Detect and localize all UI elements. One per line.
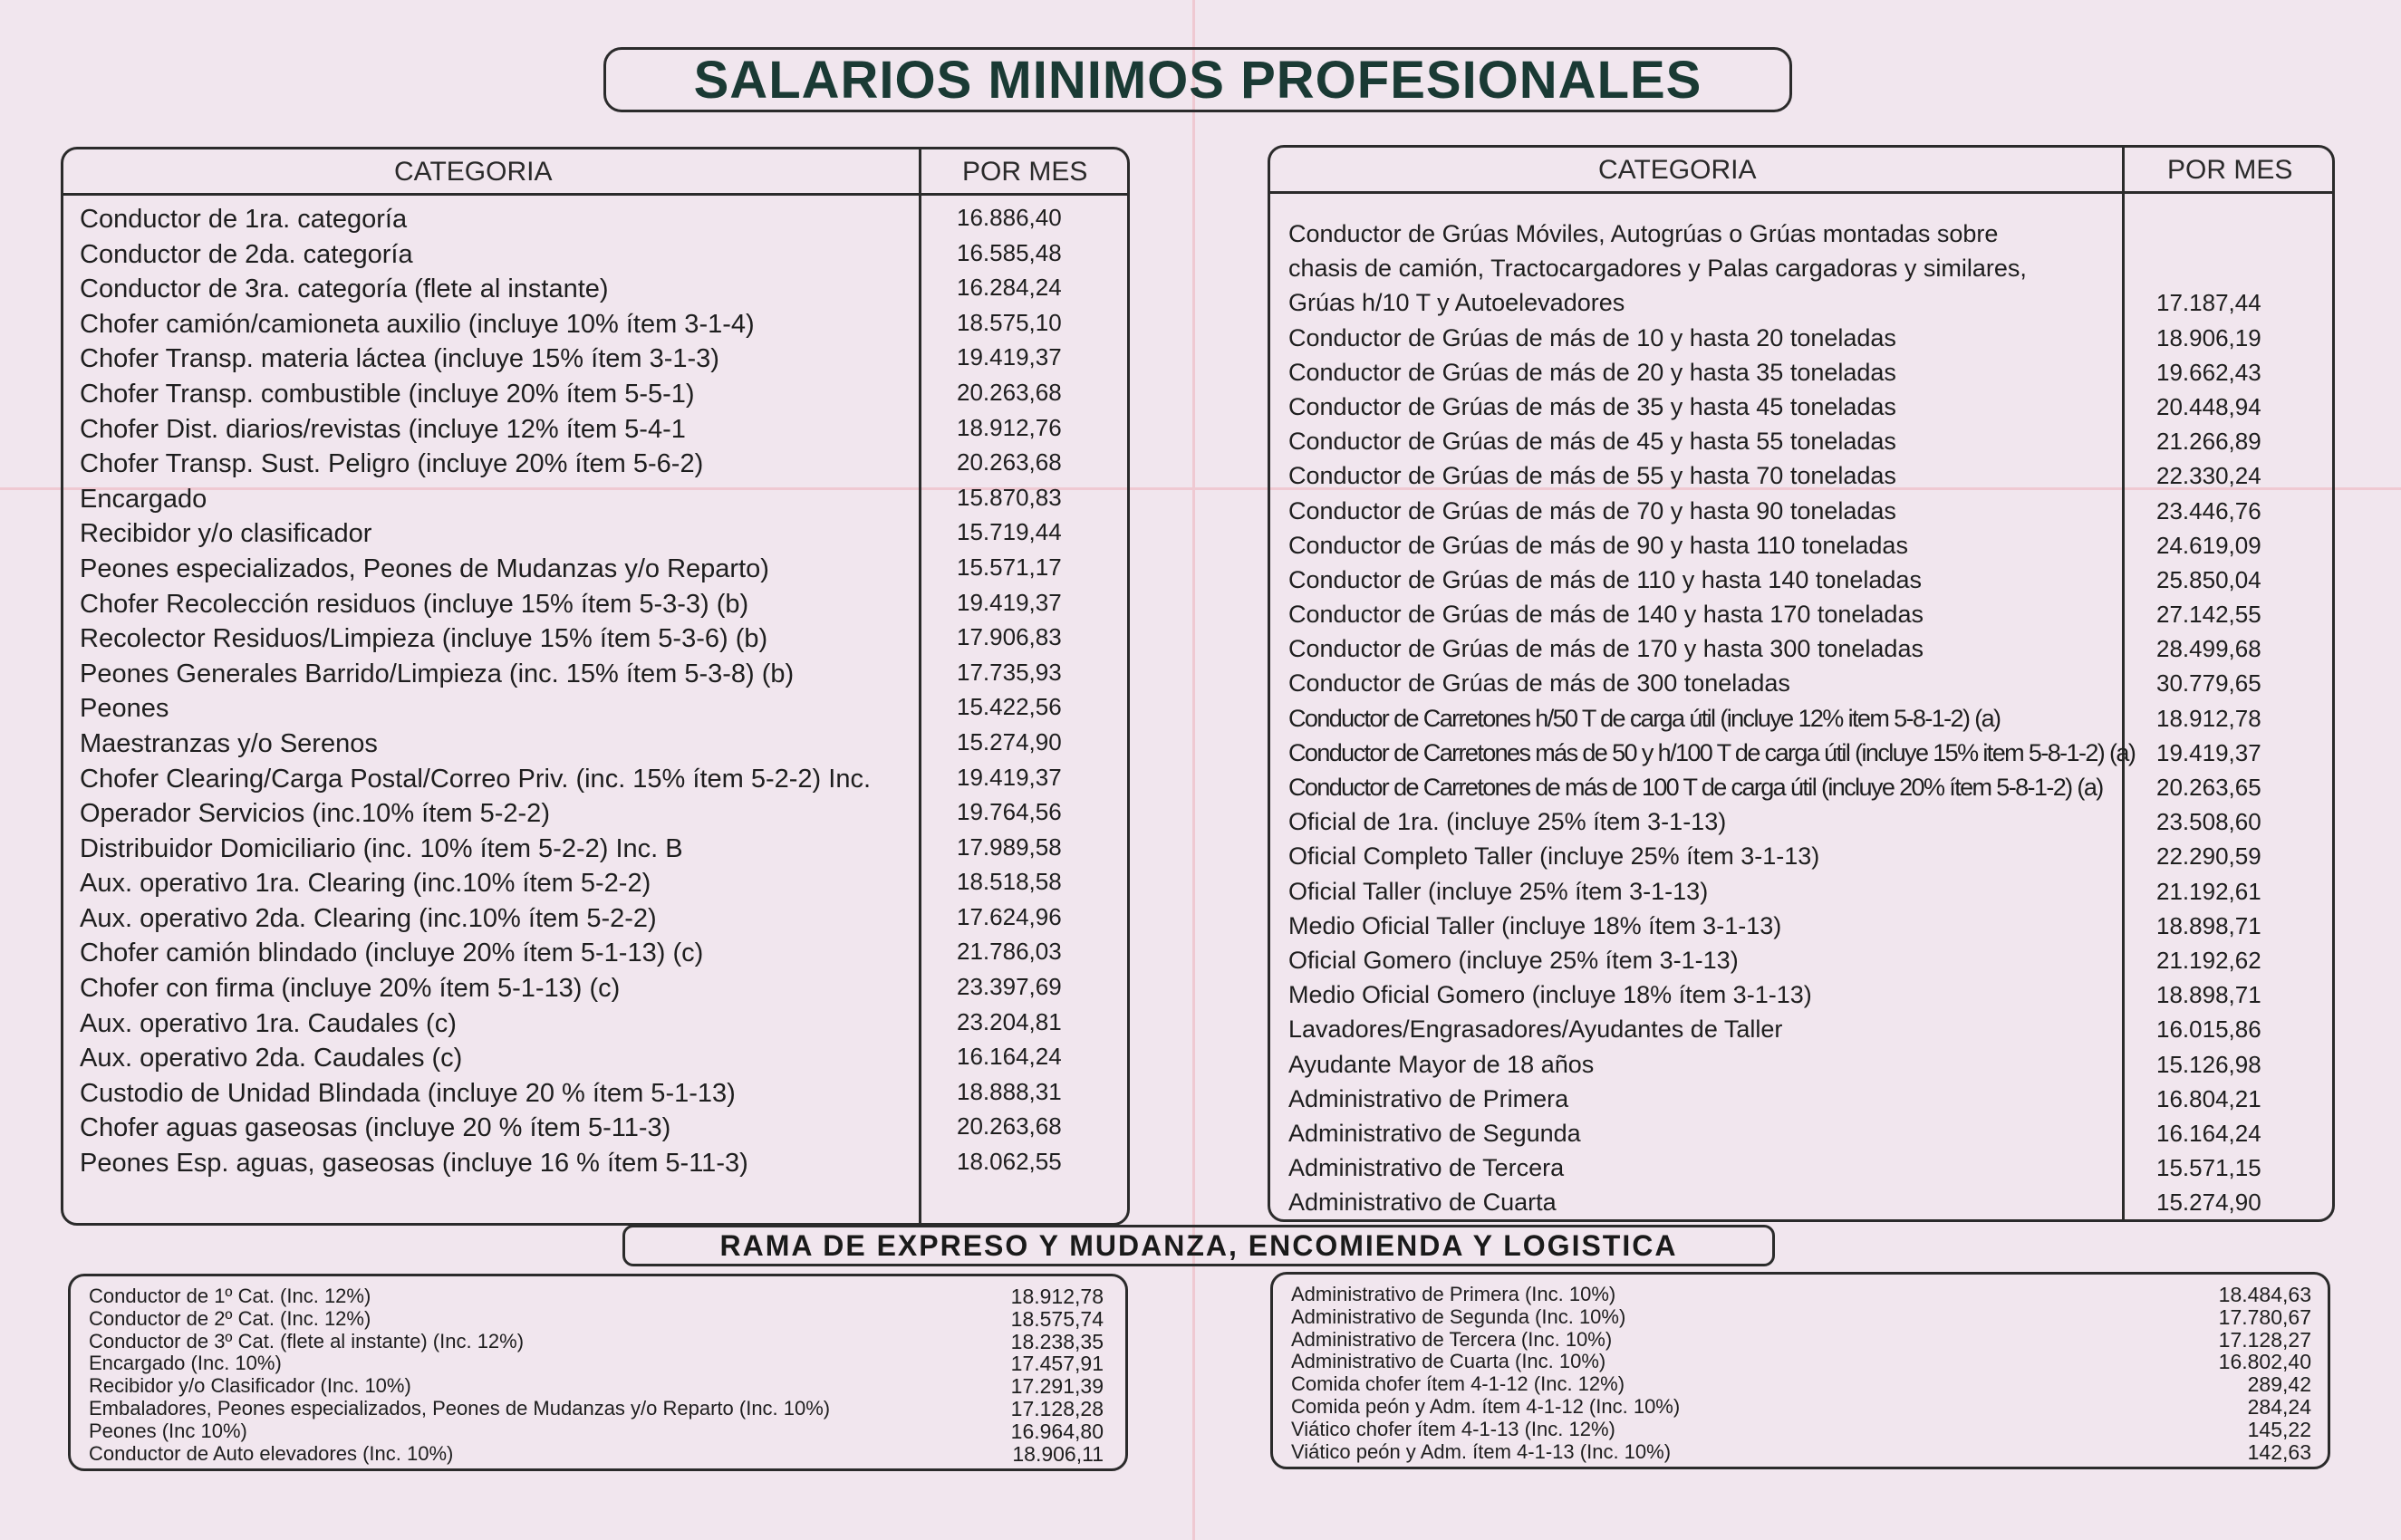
monthly-value-cell: 18.575,10 bbox=[957, 308, 1062, 336]
table-row bbox=[63, 202, 1127, 237]
category-cell: Chofer Recolección residuos (incluye 15% ítem 5-3-3) (b) bbox=[80, 589, 749, 619]
category-cell: Conductor de Carretones más de 50 y h/100 T de carga útil (incluye 15% item 5-8-1-2) (a) bbox=[1288, 738, 2136, 766]
category-cell: Lavadores/Engrasadores/Ayudantes de Taller bbox=[1288, 1015, 1783, 1044]
rama-row bbox=[1273, 1372, 2328, 1397]
monthly-value-cell: 21.266,89 bbox=[2156, 428, 2261, 456]
category-cell: Viático peón y Adm. ítem 4-1-13 (Inc. 10%) bbox=[1291, 1439, 1672, 1463]
category-cell: Peones bbox=[80, 694, 169, 724]
category-cell: Conductor de Grúas de más de 90 y hasta 110 toneladas bbox=[1288, 531, 1908, 559]
rama-row bbox=[1273, 1394, 2328, 1417]
monthly-value-cell: 19.419,37 bbox=[957, 588, 1062, 616]
table-row bbox=[1270, 839, 2332, 873]
fold-line-vertical bbox=[1192, 0, 1195, 1540]
category-cell: Conductor de Carretones de más de 100 T de carga útil (incluye 20% ítem 5-8-1-2) (a) bbox=[1288, 774, 2103, 801]
right-col-month: POR MES bbox=[2167, 155, 2293, 185]
category-cell: Conductor de Grúas de más de 35 y hasta 45 toneladas bbox=[1288, 392, 1896, 420]
category-cell: Oficial de 1ra. (incluye 25% ítem 3-1-13) bbox=[1288, 808, 1727, 836]
monthly-value-cell: 15.870,83 bbox=[957, 483, 1062, 511]
table-row bbox=[1270, 390, 2332, 424]
category-cell: Maestranzas y/o Serenos bbox=[80, 728, 378, 758]
table-row bbox=[63, 1111, 1127, 1146]
monthly-value-cell: 20.263,68 bbox=[957, 448, 1062, 476]
category-cell: Administrativo de Cuarta bbox=[1288, 1189, 1557, 1217]
monthly-value-cell: 19.419,37 bbox=[957, 763, 1062, 791]
monthly-value-cell: 24.619,09 bbox=[2156, 531, 2261, 559]
left-table-header bbox=[63, 149, 1127, 196]
category-cell: Recibidor y/o Clasificador (Inc. 10%) bbox=[89, 1374, 411, 1398]
monthly-value-cell: 289,42 bbox=[2247, 1372, 2311, 1397]
category-cell: Conductor de Grúas de más de 170 y hasta 300 toneladas bbox=[1288, 635, 1924, 663]
left-table-rows bbox=[63, 202, 1127, 1181]
monthly-value-cell: 18.912,76 bbox=[957, 413, 1062, 441]
category-cell: Conductor de Grúas de más de 70 y hasta 90 toneladas bbox=[1288, 496, 1896, 525]
right-table-header bbox=[1270, 148, 2332, 194]
table-row bbox=[63, 552, 1127, 587]
monthly-value-cell: 20.263,68 bbox=[957, 1112, 1062, 1141]
monthly-value-cell: 15.274,90 bbox=[2156, 1189, 2261, 1217]
table-row bbox=[63, 832, 1127, 867]
monthly-value-cell: 16.164,24 bbox=[2156, 1119, 2261, 1147]
page-title: SALARIOS MINIMOS PROFESIONALES bbox=[603, 47, 1792, 112]
table-row bbox=[1270, 736, 2332, 770]
table-row bbox=[63, 1006, 1127, 1042]
category-cell: Administrativo de Tercera bbox=[1288, 1154, 1565, 1182]
table-row bbox=[1270, 1150, 2332, 1185]
left-col-month: POR MES bbox=[962, 157, 1088, 187]
monthly-value-cell: 27.142,55 bbox=[2156, 601, 2261, 629]
monthly-value-cell: 19.419,37 bbox=[2156, 738, 2261, 766]
category-cell: Conductor de Grúas de más de 110 y hasta 140 toneladas bbox=[1288, 565, 1922, 593]
rama-title: RAMA DE EXPRESO Y MUDANZA, ENCOMIENDA Y LOGISTICA bbox=[622, 1225, 1775, 1266]
category-cell: Recolector Residuos/Limpieza (incluye 15% ítem 5-3-6) (b) bbox=[80, 624, 768, 654]
category-cell: Administrativo de Tercera (Inc. 10%) bbox=[1291, 1327, 1613, 1351]
category-cell: Administrativo de Primera (Inc. 10%) bbox=[1291, 1283, 1616, 1305]
category-cell: Oficial Completo Taller (incluye 25% ítem 3-1-13) bbox=[1288, 842, 1820, 871]
category-cell: Chofer Clearing/Carga Postal/Correo Priv. (inc. 15% ítem 5-2-2) Inc. bbox=[80, 764, 872, 794]
monthly-value-cell: 21.192,61 bbox=[2156, 877, 2261, 905]
category-cell: Embaladores, Peones especializados, Peones de Mudanzas y/o Reparto (Inc. 10%) bbox=[89, 1396, 831, 1420]
rama-left-rows bbox=[71, 1284, 1125, 1466]
table-row bbox=[1270, 251, 2332, 285]
table-row bbox=[1270, 458, 2332, 493]
left-col-category: CATEGORIA bbox=[394, 157, 553, 187]
category-cell: Oficial Gomero (incluye 25% ítem 3-1-13) bbox=[1288, 946, 1739, 974]
table-row bbox=[63, 342, 1127, 377]
monthly-value-cell: 16.886,40 bbox=[957, 204, 1062, 231]
monthly-value-cell: 18.484,63 bbox=[2218, 1283, 2311, 1306]
rama-right-rows bbox=[1273, 1282, 2328, 1464]
monthly-value-cell: 18.518,58 bbox=[957, 868, 1062, 896]
rama-row bbox=[1273, 1327, 2328, 1350]
monthly-value-cell: 19.419,37 bbox=[957, 343, 1062, 371]
table-row bbox=[63, 971, 1127, 1006]
monthly-value-cell: 23.508,60 bbox=[2156, 808, 2261, 836]
category-cell: Administrativo de Segunda bbox=[1288, 1119, 1581, 1147]
table-row bbox=[1270, 1047, 2332, 1082]
category-cell: Aux. operativo 2da. Caudales (c) bbox=[80, 1044, 463, 1073]
table-row bbox=[63, 621, 1127, 657]
monthly-value-cell: 18.898,71 bbox=[2156, 981, 2261, 1009]
table-row bbox=[63, 447, 1127, 482]
table-row bbox=[1270, 701, 2332, 736]
monthly-value-cell: 16.804,21 bbox=[2156, 1084, 2261, 1112]
category-cell: Administrativo de Cuarta (Inc. 10%) bbox=[1291, 1350, 1606, 1373]
monthly-value-cell: 16.802,40 bbox=[2218, 1350, 2311, 1374]
category-cell: Administrativo de Segunda (Inc. 10%) bbox=[1291, 1304, 1626, 1328]
monthly-value-cell: 18.238,35 bbox=[1010, 1329, 1104, 1353]
category-cell: Chofer camión blindado (incluye 20% ítem 5-1-13) (c) bbox=[80, 938, 704, 968]
table-row bbox=[1270, 217, 2332, 251]
rama-row bbox=[71, 1373, 1125, 1399]
monthly-value-cell: 17.187,44 bbox=[2156, 289, 2261, 317]
category-cell: Operador Servicios (inc.10% ítem 5-2-2) bbox=[80, 799, 550, 829]
category-cell: Chofer Transp. materia láctea (incluye 15% ítem 3-1-3) bbox=[80, 344, 719, 374]
table-row bbox=[1270, 1012, 2332, 1046]
table-row bbox=[63, 657, 1127, 692]
monthly-value-cell: 17.128,27 bbox=[2218, 1327, 2311, 1352]
rama-row bbox=[71, 1306, 1125, 1329]
monthly-value-cell: 17.735,93 bbox=[957, 658, 1062, 686]
category-cell: Conductor de Auto elevadores (Inc. 10%) bbox=[89, 1441, 454, 1465]
category-cell: Conductor de Carretones h/50 T de carga útil (incluye 12% item 5-8-1-2) (a) bbox=[1288, 704, 2001, 732]
monthly-value-cell: 18.906,11 bbox=[1012, 1441, 1104, 1466]
rama-row bbox=[1273, 1282, 2328, 1304]
table-row bbox=[63, 237, 1127, 273]
monthly-value-cell: 16.585,48 bbox=[957, 238, 1062, 266]
rama-left-table bbox=[68, 1274, 1128, 1471]
monthly-value-cell: 25.850,04 bbox=[2156, 565, 2261, 593]
category-cell: Oficial Taller (incluye 25% ítem 3-1-13) bbox=[1288, 877, 1709, 905]
category-cell: Distribuidor Domiciliario (inc. 10% ítem 5-2-2) Inc. B bbox=[80, 833, 683, 863]
monthly-value-cell: 19.764,56 bbox=[957, 798, 1062, 826]
category-cell: Aux. operativo 1ra. Clearing (inc.10% ítem 5-2-2) bbox=[80, 869, 651, 899]
monthly-value-cell: 18.888,31 bbox=[957, 1077, 1062, 1105]
monthly-value-cell: 17.906,83 bbox=[957, 623, 1062, 651]
table-row bbox=[1270, 874, 2332, 909]
monthly-value-cell: 20.448,94 bbox=[2156, 392, 2261, 420]
monthly-value-cell: 142,63 bbox=[2247, 1439, 2311, 1464]
category-cell: Conductor de 1ra. categoría bbox=[80, 205, 408, 234]
monthly-value-cell: 16.015,86 bbox=[2156, 1015, 2261, 1044]
table-row bbox=[1270, 1185, 2332, 1219]
table-row bbox=[1270, 285, 2332, 320]
category-cell: Chofer Dist. diarios/revistas (incluye 12% ítem 5-4-1 bbox=[80, 414, 686, 444]
rama-row bbox=[71, 1284, 1125, 1306]
category-cell: Viático chofer ítem 4-1-13 (Inc. 12%) bbox=[1291, 1417, 1615, 1440]
category-cell: Encargado (Inc. 10%) bbox=[89, 1352, 282, 1375]
table-row bbox=[1270, 1082, 2332, 1116]
monthly-value-cell: 17.128,28 bbox=[1010, 1396, 1104, 1420]
right-salary-table bbox=[1268, 145, 2335, 1222]
table-row bbox=[1270, 1116, 2332, 1150]
category-cell: Ayudante Mayor de 18 años bbox=[1288, 1050, 1595, 1078]
table-row bbox=[63, 1041, 1127, 1076]
category-cell: Aux. operativo 1ra. Caudales (c) bbox=[80, 1008, 457, 1038]
monthly-value-cell: 15.571,15 bbox=[2156, 1154, 2261, 1182]
category-cell: Administrativo de Primera bbox=[1288, 1084, 1569, 1112]
category-cell: Peones Esp. aguas, gaseosas (incluye 16 % ítem 5-11-3) bbox=[80, 1149, 748, 1179]
table-row bbox=[63, 901, 1127, 937]
category-cell: Conductor de Grúas de más de 10 y hasta 20 toneladas bbox=[1288, 323, 1896, 351]
right-col-category: CATEGORIA bbox=[1598, 155, 1757, 185]
monthly-value-cell: 17.780,67 bbox=[2218, 1304, 2311, 1329]
monthly-value-cell: 23.446,76 bbox=[2156, 496, 2261, 525]
table-row bbox=[63, 587, 1127, 622]
monthly-value-cell: 19.662,43 bbox=[2156, 358, 2261, 386]
category-cell: Conductor de 3ra. categoría (flete al instante) bbox=[80, 274, 609, 304]
table-row bbox=[63, 272, 1127, 307]
table-row bbox=[63, 727, 1127, 762]
category-cell: Conductor de Grúas de más de 20 y hasta 35 toneladas bbox=[1288, 358, 1896, 386]
table-row bbox=[63, 412, 1127, 448]
monthly-value-cell: 23.204,81 bbox=[957, 1007, 1062, 1035]
monthly-value-cell: 17.989,58 bbox=[957, 833, 1062, 861]
monthly-value-cell: 22.330,24 bbox=[2156, 462, 2261, 490]
category-cell: Chofer con firma (incluye 20% ítem 5-1-13) (c) bbox=[80, 974, 621, 1004]
monthly-value-cell: 16.964,80 bbox=[1010, 1419, 1104, 1443]
rama-right-table bbox=[1270, 1272, 2330, 1469]
monthly-value-cell: 16.284,24 bbox=[957, 274, 1062, 302]
rama-row bbox=[71, 1441, 1125, 1464]
monthly-value-cell: 17.457,91 bbox=[1010, 1352, 1104, 1376]
right-table-rows bbox=[1270, 217, 2332, 1219]
category-cell: Conductor de 2º Cat. (Inc. 12%) bbox=[89, 1306, 371, 1330]
category-cell: Conductor de Grúas de más de 300 toneladas bbox=[1288, 669, 1790, 698]
category-cell: Chofer Transp. Sust. Peligro (incluye 20% ítem 5-6-2) bbox=[80, 449, 704, 479]
monthly-value-cell: 30.779,65 bbox=[2156, 669, 2261, 698]
table-row bbox=[1270, 666, 2332, 700]
monthly-value-cell: 284,24 bbox=[2247, 1394, 2311, 1419]
table-row bbox=[1270, 909, 2332, 943]
category-cell: Chofer camión/camioneta auxilio (incluye 10% ítem 3-1-4) bbox=[80, 309, 755, 339]
table-row bbox=[1270, 321, 2332, 355]
category-cell: Aux. operativo 2da. Clearing (inc.10% ítem 5-2-2) bbox=[80, 903, 657, 933]
table-row bbox=[63, 866, 1127, 901]
category-cell: Comida peón y Adm. ítem 4-1-12 (Inc. 10%) bbox=[1291, 1394, 1681, 1418]
table-row bbox=[63, 691, 1127, 727]
monthly-value-cell: 18.912,78 bbox=[1010, 1285, 1104, 1308]
category-cell: Conductor de Grúas de más de 45 y hasta 55 toneladas bbox=[1288, 428, 1896, 456]
table-row bbox=[1270, 943, 2332, 977]
table-row bbox=[63, 482, 1127, 517]
category-cell: Recibidor y/o clasificador bbox=[80, 519, 372, 549]
table-row bbox=[63, 377, 1127, 412]
category-cell: Conductor de 3º Cat. (flete al instante) (Inc. 12%) bbox=[89, 1329, 525, 1352]
category-cell: Peones Generales Barrido/Limpieza (inc. 15% ítem 5-3-8) (b) bbox=[80, 659, 795, 688]
table-row bbox=[63, 1146, 1127, 1181]
table-row bbox=[1270, 804, 2332, 839]
rama-row bbox=[71, 1419, 1125, 1441]
category-cell: chasis de camión, Tractocargadores y Palas cargadoras y similares, bbox=[1288, 255, 2027, 283]
table-row bbox=[1270, 355, 2332, 390]
category-cell: Conductor de Grúas de más de 55 y hasta 70 toneladas bbox=[1288, 462, 1896, 490]
category-cell: Conductor de 2da. categoría bbox=[80, 239, 413, 269]
monthly-value-cell: 17.624,96 bbox=[957, 902, 1062, 930]
table-row bbox=[1270, 528, 2332, 563]
category-cell: Encargado bbox=[80, 484, 207, 514]
table-row bbox=[1270, 494, 2332, 528]
table-row bbox=[1270, 770, 2332, 804]
rama-row bbox=[71, 1351, 1125, 1376]
rama-row bbox=[1273, 1439, 2328, 1462]
table-row bbox=[1270, 631, 2332, 666]
table-row bbox=[63, 936, 1127, 971]
table-row bbox=[1270, 424, 2332, 458]
monthly-value-cell: 22.290,59 bbox=[2156, 842, 2261, 871]
left-salary-table bbox=[61, 147, 1130, 1226]
table-row bbox=[63, 796, 1127, 832]
monthly-value-cell: 18.898,71 bbox=[2156, 911, 2261, 939]
category-cell: Chofer Transp. combustible (incluye 20% ítem 5-5-1) bbox=[80, 379, 695, 409]
monthly-value-cell: 15.274,90 bbox=[957, 727, 1062, 756]
monthly-value-cell: 15.719,44 bbox=[957, 518, 1062, 546]
category-cell: Custodio de Unidad Blindada (incluye 20 % ítem 5-1-13) bbox=[80, 1078, 736, 1108]
category-cell: Medio Oficial Gomero (incluye 18% ítem 3-1-13) bbox=[1288, 981, 1812, 1009]
category-cell: Medio Oficial Taller (incluye 18% ítem 3-1-13) bbox=[1288, 911, 1782, 939]
monthly-value-cell: 18.575,74 bbox=[1010, 1306, 1104, 1331]
category-cell: Peones (Inc 10%) bbox=[89, 1419, 247, 1442]
table-row bbox=[63, 1076, 1127, 1112]
category-cell: Chofer aguas gaseosas (incluye 20 % ítem 5-11-3) bbox=[80, 1113, 671, 1143]
monthly-value-cell: 16.164,24 bbox=[957, 1043, 1062, 1071]
monthly-value-cell: 20.263,65 bbox=[2156, 774, 2261, 801]
category-cell: Grúas h/10 T y Autoelevadores bbox=[1288, 289, 1625, 317]
rama-row bbox=[71, 1396, 1125, 1419]
monthly-value-cell: 15.422,56 bbox=[957, 693, 1062, 721]
rama-row bbox=[1273, 1304, 2328, 1327]
monthly-value-cell: 18.062,55 bbox=[957, 1148, 1062, 1176]
rama-row bbox=[1273, 1417, 2328, 1439]
monthly-value-cell: 21.786,03 bbox=[957, 938, 1062, 966]
monthly-value-cell: 28.499,68 bbox=[2156, 635, 2261, 663]
table-row bbox=[1270, 563, 2332, 597]
monthly-value-cell: 145,22 bbox=[2247, 1417, 2311, 1441]
monthly-value-cell: 20.263,68 bbox=[957, 378, 1062, 406]
rama-row bbox=[71, 1329, 1125, 1352]
table-row bbox=[1270, 597, 2332, 631]
table-row bbox=[1270, 977, 2332, 1012]
table-row bbox=[63, 762, 1127, 797]
category-cell: Conductor de Grúas de más de 140 y hasta 170 toneladas bbox=[1288, 601, 1924, 629]
rama-row bbox=[1273, 1349, 2328, 1372]
table-row bbox=[63, 307, 1127, 342]
monthly-value-cell: 15.571,17 bbox=[957, 553, 1062, 581]
table-row bbox=[63, 516, 1127, 552]
category-cell: Conductor de Grúas Móviles, Autogrúas o Grúas montadas sobre bbox=[1288, 220, 1999, 247]
monthly-value-cell: 15.126,98 bbox=[2156, 1050, 2261, 1078]
monthly-value-cell: 18.912,78 bbox=[2156, 704, 2261, 732]
monthly-value-cell: 18.906,19 bbox=[2156, 323, 2261, 351]
monthly-value-cell: 21.192,62 bbox=[2156, 946, 2261, 974]
monthly-value-cell: 23.397,69 bbox=[957, 973, 1062, 1001]
category-cell: Conductor de 1º Cat. (Inc. 12%) bbox=[89, 1285, 371, 1307]
category-cell: Comida chofer ítem 4-1-12 (Inc. 12%) bbox=[1291, 1372, 1625, 1396]
monthly-value-cell: 17.291,39 bbox=[1010, 1374, 1104, 1399]
category-cell: Peones especializados, Peones de Mudanzas y/o Reparto) bbox=[80, 553, 769, 583]
